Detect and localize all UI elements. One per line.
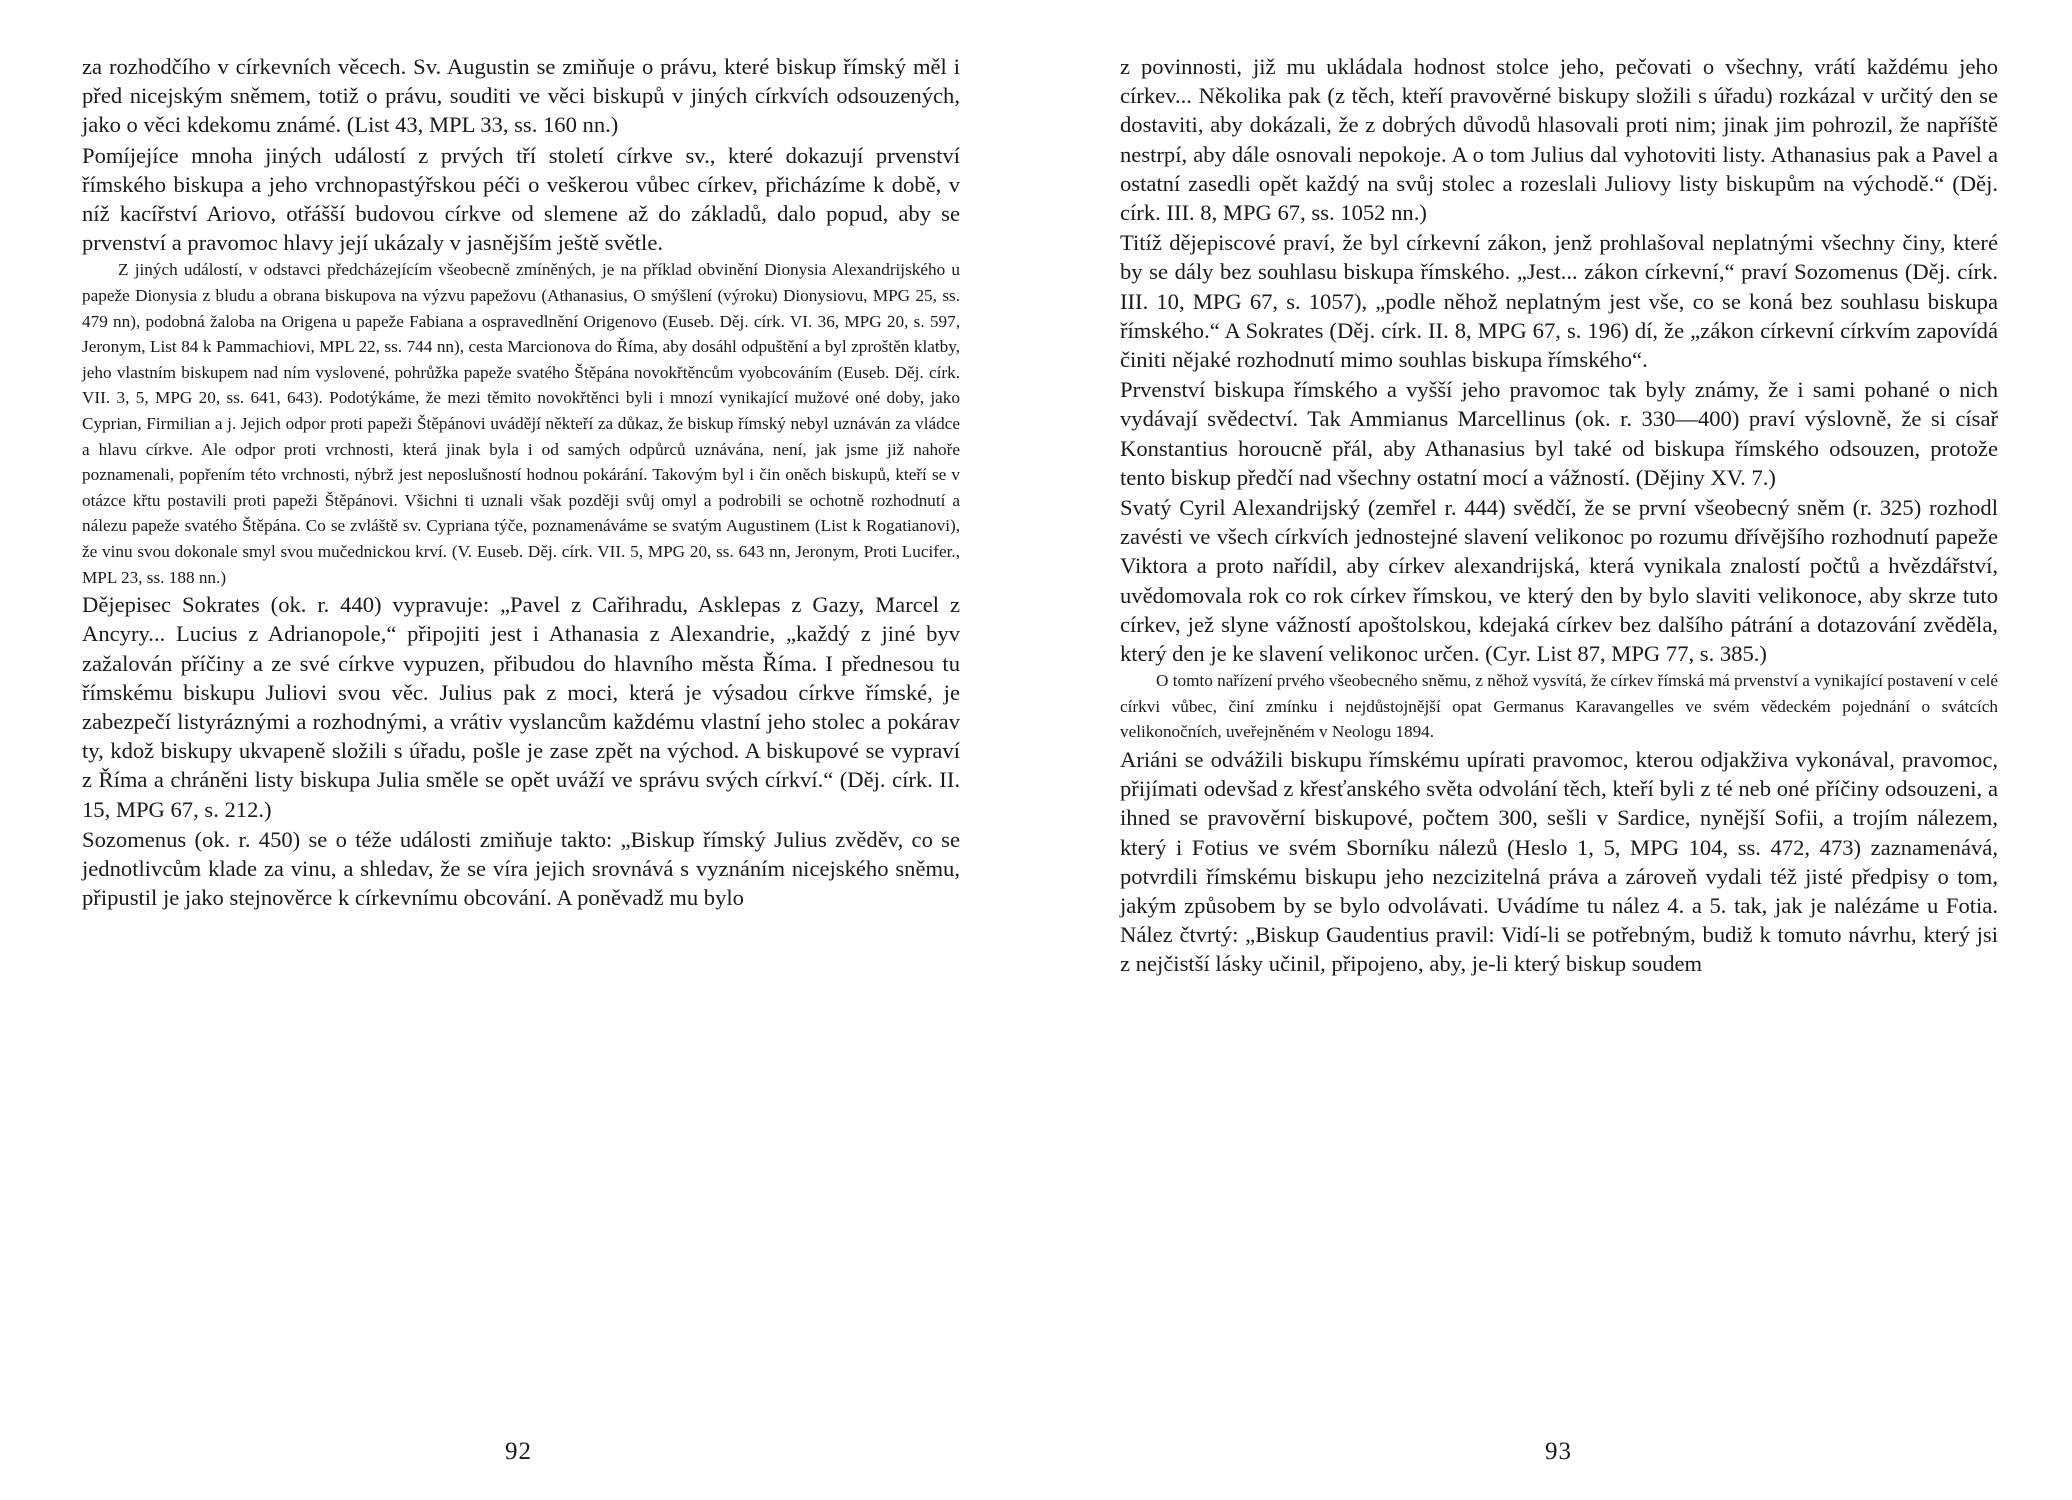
right-page-number: 93 xyxy=(1545,1438,1572,1465)
right-footnote: O tomto nařízení prvého všeobecného sněmu, z něhož vysvítá, že církev římská má prvenství a vynikající postavení v celé církvi vůbec, činí zmínku i nejdůstojnější opat Germanus Karavangelles ve svém vědeckém pojednání o svátcích velikonočních, uveřejněném v Neologu 1894. xyxy=(1120,671,1998,742)
right-paragraph-3: Prvenství biskupa římského a vyšší jeho pravomoc tak byly známy, že i sami pohané o nich vydávají svědectví. Tak Ammianus Marcellinus (ok. r. 330—400) praví výslovně, že si císař Konstantius horoucně přál, aby Athanasius byl také od biskupa římského odsouzen, protože tento biskup předčí nad všechny ostatní mocí a vážností. (Dějiny XV. 7.) xyxy=(1120,377,1998,490)
right-paragraph-4: Svatý Cyril Alexandrijský (zemřel r. 444) svědčí, že se první všeobecný sněm (r. 325) rozhodl zavésti ve všech církvích jednostejné slavení velikonoc po rozumu dřívějšího rozhodnutí papeže Viktora a proto nařídil, aby církev alexandrijská, která vynikala znalostí počtů a hvězdářství, uvědomovala rok co rok církev římskou, ve který den by bylo slaviti velikonoce, aby skrze tuto církev, jež slyne vážností apoštolskou, kdejaká církev bez dalšího pátrání a dotazování zvěděla, který den je ke slavení velikonoc určen. (Cyr. List 87, MPG 77, s. 385.) xyxy=(1120,495,1998,667)
right-page-text xyxy=(1120,52,1998,979)
left-footnote: Z jiných událostí, v odstavci předcházejícím všeobecně zmíněných, je na příklad obvinění Dionysia Alexandrijského u papeže Dionysia z bludu a obrana biskupova na výzvu papežovu (Athanasius, O smýšlení (výroku) Dionysiovu, MPG 25, ss. 479 nn), podobná žaloba na Origena u papeže Fabiana a ospravedlnění Origenovo (Euseb. Děj. círk. VI. 36, MPG 20, s. 597, Jeronym, List 84 k Pammachiovi, MPL 22, ss. 744 nn), cesta Marcionova do Říma, aby dosáhl odpuštění a byl zproštěn klatby, jeho vlastním biskupem nad ním vyslovené, pohrůžka papeže svatého Štěpána novokřtěncům vyobcováním (Euseb. Děj. círk. VII. 3, 5, MPG 20, ss. 641, 643). Podotýkáme, že mezi těmito novokřtěnci byli i mnozí vynikající mužové oné doby, jako Cyprian, Firmilian a j. Jejich odpor proti papeži Štěpánovi uvádějí někteří za důkaz, že biskup římský nebyl uznáván za vládce a hlavu církve. Ale odpor proti vrchnosti, která jinak byla i od samých odpůrců uznávána, není, jak jsme již nahoře poznamenali, popřením této vrchnosti, nýbrž jest neposlušností hodnou pokárání. Takovým byl i čin oněch biskupů, kteří se v otázce křtu postavili proti papeži Štěpánovi. Všichni ti uznali však později svůj omyl a podrobili se ochotně rozhodnutí a nálezu papeže svatého Štěpána. Co se zvláště sv. Cypriana týče, poznamenáváme se svatým Augustinem (List k Rogatianovi), že vinu svou dokonale smyl svou mučednickou krví. (V. Euseb. Děj. círk. VII. 5, MPG 20, ss. 643 nn, Jeronym, Proti Lucifer., MPL 23, ss. 188 nn.) xyxy=(82,260,960,587)
right-paragraph-5: Ariáni se odvážili biskupu římskému upírati pravomoc, kterou odjakživa vykonával, pravomoc, přijímati odevšad z křesťanského světa odvolání těch, kteří byli z té neb oné příčiny odsouzeni, a ihned se pravověrní biskupové, počtem 300, sešli v Sardice, nynější Sofii, a trojím nálezem, který i Fotius ve svém Sborníku nálezů (Heslo 1, 5, MPG 104, ss. 472, 473) zaznamenává, potvrdili římskému biskupu jeho nezcizitelná práva a zároveň vydali též jisté předpisy o tom, jakým způsobem by se bylo odvolávati. Uvádíme tu nález 4. a 5. tak, jak je nalézáme u Fotia. Nález čtvrtý: „Biskup Gaudentius pravil: Vidí-li se potřebným, budiž k tomuto návrhu, který jsi z nejčistší lásky učinil, připojeno, aby, je-li který biskup soudem xyxy=(1120,747,1998,977)
right-paragraph-1: z povinnosti, již mu ukládala hodnost stolce jeho, pečovati o všechny, vrátí každému jeho církev... Několika pak (z těch, kteří pravověrné biskupy složili s úřadu) rozkázal v určitý den se dostaviti, aby dokázali, že z dobrých důvodů hlasovali proti nim; jinak jim pohrozil, že napříště nestrpí, aby dále osnovali nepokoje. A o tom Julius dal vyhotoviti listy. Athanasius pak a Pavel a ostatní zasedli opět každý na svůj stolec a rozeslali Juliovy listy biskupům na východě.“ (Děj. círk. III. 8, MPG 67, ss. 1052 nn.) xyxy=(1120,54,1998,226)
left-paragraph-3: Dějepisec Sokrates (ok. r. 440) vypravuje: „Pavel z Cařihradu, Asklepas z Gazy, Marcel z Ancyry... Lucius z Adrianopole,“ připojiti jest i Athanasia z Alexandrie, „každý z jiné byv zažalován příčiny a ze své církve vypuzen, přibudou do hlavního města Říma. I přednesou tu římskému biskupu Juliovi svou věc. Julius pak z moci, která je výsadou církve římské, je zabezpečí listyráznými a rozhodnými, a vrátiv vyslancům každému vlastní jeho stolec a pokárav ty, kdož biskupy ukvapeně složili s úřadu, pošle je zase zpět na východ. A biskupové se vypraví z Říma a chráněni listy biskupa Julia směle se opět uváží ve správu svých církví.“ (Děj. círk. II. 15, MPG 67, s. 212.) xyxy=(82,592,960,822)
right-paragraph-2: Titíž dějepiscové praví, že byl církevní zákon, jenž prohlašoval neplatnými všechny činy, které by se dály bez souhlasu biskupa římského. „Jest... zákon církevní,“ praví Sozomenus (Děj. círk. III. 10, MPG 67, s. 1057), „podle něhož neplatným jest vše, co se koná bez souhlasu biskupa římského.“ A Sokrates (Děj. círk. II. 8, MPG 67, s. 196) dí, že „zákon církevní církvím zapovídá činiti nějaké rozhodnutí mimo souhlas biskupa římského“. xyxy=(1120,230,1998,373)
left-paragraph-1: za rozhodčího v církevních věcech. Sv. Augustin se zmiňuje o právu, které biskup římský měl i před nicejským sněmem, totiž o právu, souditi ve věci biskupů v jiných církvích odsouzených, jako o věci kdekomu známé. (List 43, MPL 33, ss. 160 nn.) xyxy=(82,54,960,138)
right-page xyxy=(1120,52,1998,979)
left-page xyxy=(82,52,960,912)
left-page-text xyxy=(82,52,960,912)
left-paragraph-2: Pomíjejíce mnoha jiných událostí z prvých tří století církve sv., které dokazují prvenství římského biskupa a jeho vrchnopastýřskou péči o veškerou vůbec církev, přicházíme k době, v níž kacířství Ariovo, otřášší budovou církve od slemene až do základů, dalo popud, aby se prvenství a pravomoc hlavy její ukázaly v jasnějším ještě světle. xyxy=(82,142,960,256)
left-page-number: 92 xyxy=(505,1438,532,1465)
left-paragraph-4: Sozomenus (ok. r. 450) se o téže události zmiňuje takto: „Biskup římský Julius zvěděv, co se jednotlivcům klade za vinu, a shledav, že se víra jejich srovnává s vyznáním nicejského sněmu, připustil je jako stejnověrce k církevnímu obcování. A poněvadž mu bylo xyxy=(82,826,960,911)
